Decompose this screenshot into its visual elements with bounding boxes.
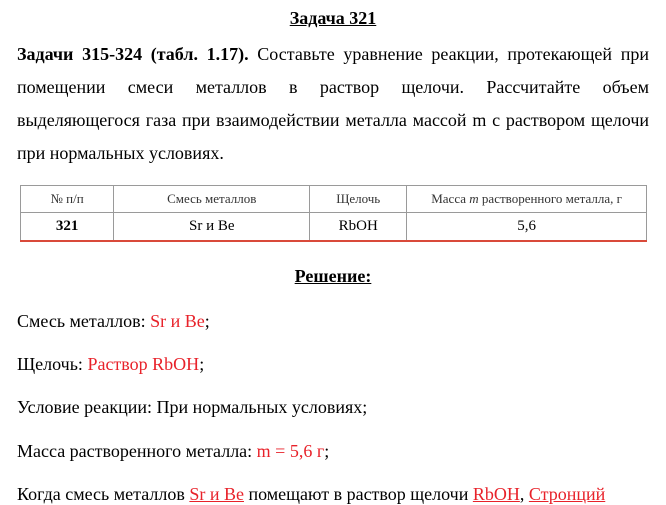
cell-mixture: Sr и Be [114,213,310,242]
line-label: Масса растворенного металла: [17,441,257,461]
cell-alkali: RbOH [310,213,407,242]
line-value: m = 5,6 г [256,441,325,461]
line-red-strontium: Стронций [528,484,606,504]
table-row [21,213,647,242]
solution-title: Решение: [294,266,372,286]
header-mass-suffix: растворенного металла, г [478,191,622,206]
line-suffix: ; [204,311,210,331]
solution-line-mixture [17,311,210,332]
solution-line-mass [17,441,329,462]
header-mass-var: m [469,191,479,206]
task-title: Задача 321 [289,8,377,28]
solution-line-explanation [17,484,605,505]
data-table [20,185,647,242]
line-suffix: ; [324,441,330,461]
task-range-label: Задачи 315-324 (табл. 1.17). [17,44,249,64]
line-suffix: ; [199,354,205,374]
line-label: Смесь металлов: [17,311,151,331]
solution-line-alkali [17,354,204,375]
line-value: Sr и Be [150,311,205,331]
header-num: № п/п [21,186,114,213]
line-red-alkali: RbOH [472,484,520,504]
line-value: Раствор RbOH [87,354,200,374]
header-mass [407,186,647,213]
line-label: Условие реакции: При нормальных условиях; [17,397,368,417]
line-red-mixture: Sr и Be [189,484,244,504]
header-mixture: Смесь металлов [114,186,310,213]
line-part: помещают в раствор щелочи [243,484,473,504]
cell-num: 321 [21,213,114,242]
header-alkali: Щелочь [310,186,407,213]
cell-mass: 5,6 [407,213,647,242]
table-header-row [21,186,647,213]
data-table-container [20,185,647,242]
task-text: Составьте уравнение реакции, протекающей при помещении смеси металлов в раствор щелочи. Рассчитайте объем выделяющегося газа при взаимодействии металла массой m с раствором щелочи при нормальных условиях. [17,44,649,163]
solution-line-condition [17,397,367,418]
line-part: , [519,484,529,504]
line-label: Щелочь: [17,354,88,374]
line-part: Когда смесь металлов [17,484,190,504]
task-statement [17,38,649,170]
header-mass-prefix: Масса [431,191,470,206]
